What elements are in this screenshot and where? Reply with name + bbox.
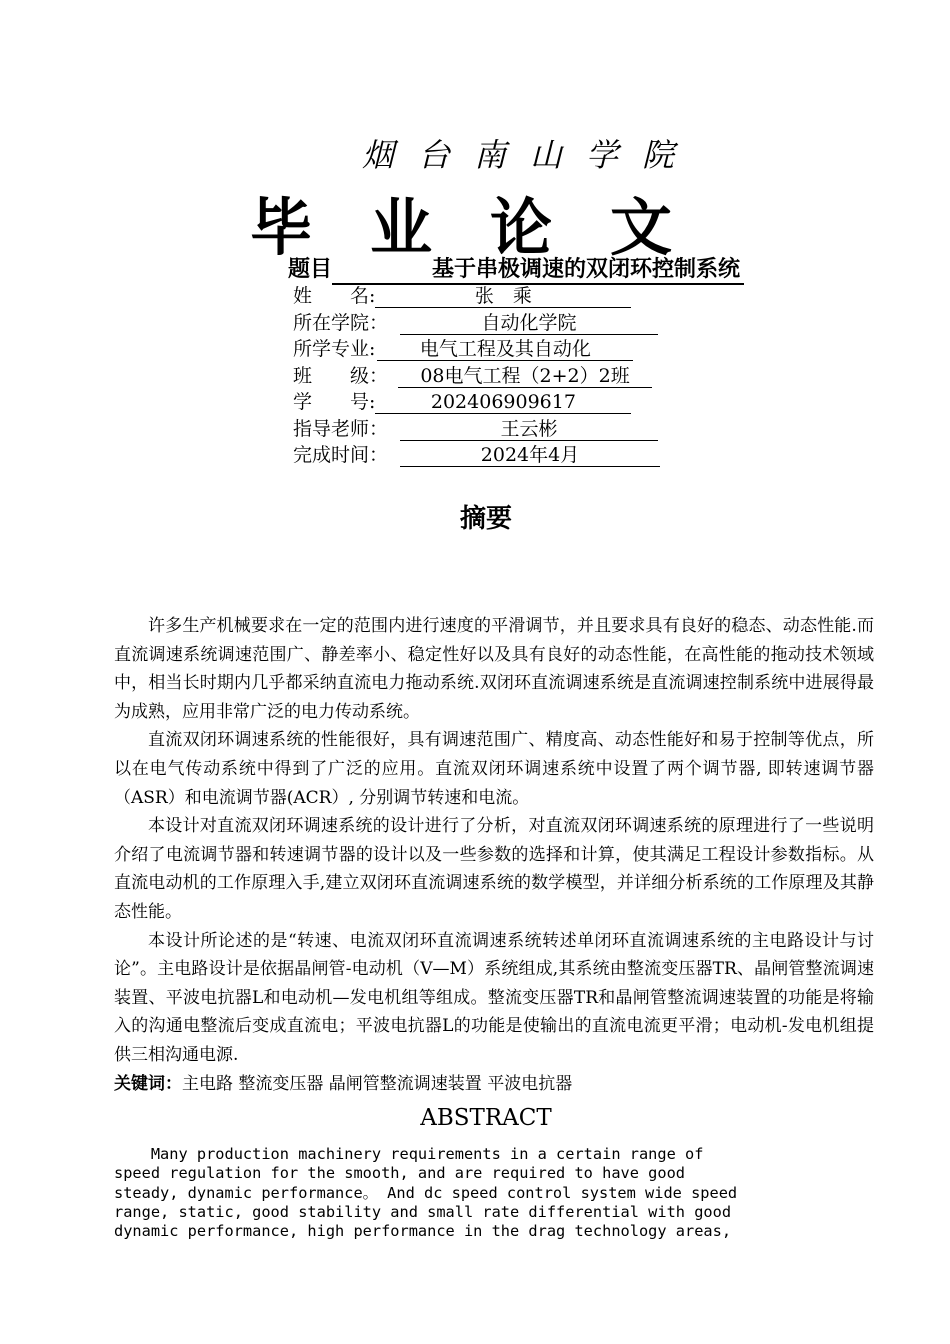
field-label: 完成时间：: [293, 444, 389, 466]
topic-label: 题目: [288, 257, 333, 282]
field-row-class: [293, 363, 660, 390]
document-type-title: 毕业论文: [249, 191, 730, 264]
field-label: 指导老师：: [293, 417, 389, 440]
field-value-major: 电气工程及其自动化: [377, 338, 633, 361]
school-name: 烟台南山学院: [361, 136, 698, 174]
keywords-list: 主电路 整流变压器 晶闸管整流调速装置 平波电抗器: [182, 1073, 573, 1094]
field-label: 所学专业:: [293, 338, 376, 360]
keywords-label: 关键词：: [114, 1073, 182, 1094]
thesis-topic: [288, 252, 744, 285]
field-label: 所在学院：: [293, 311, 389, 334]
abstract-body: [114, 612, 874, 1098]
field-label: 姓 名:: [293, 285, 376, 307]
field-value-college: 自动化学院: [400, 312, 658, 335]
english-abstract-heading: ABSTRACT: [420, 1105, 552, 1131]
keywords-line: [114, 1070, 874, 1099]
cover-info-fields: [293, 283, 660, 469]
field-value-advisor: 王云彬: [400, 418, 658, 441]
field-row-date: [293, 442, 660, 469]
abstract-paragraph: 直流双闭环调速系统的性能很好，具有调速范围广、精度高、动态性能好和易于控制等优点，所以在电气传动系统中得到了广泛的应用。直流双闭环调速系统中设置了两个调节器, 即转速调节器（ASR）和电流调节器(ACR）, 分别调节转速和电流。: [114, 730, 874, 808]
abstract-heading: 摘要: [459, 504, 512, 534]
english-abstract-text: Many production machinery requirements in a certain range of speed regulation for the smooth, and are required to have good steady, dynamic performance。 And dc speed control system wide speed range, static, good stability and small rate differential with good dynamic performance, high performance in the drag technology areas,: [114, 1145, 738, 1241]
field-row-name: [293, 283, 660, 310]
field-row-student-id: [293, 389, 660, 416]
abstract-paragraph: 本设计对直流双闭环调速系统的设计进行了分析，对直流双闭环调速系统的原理进行了一些说明介绍了电流调节器和转速调节器的设计以及一些参数的选择和计算，使其满足工程设计参数指标。从直流电动机的工作原理入手,建立双闭环直流调速系统的数学模型，并详细分析系统的工作原理及其静态性能。: [114, 816, 874, 922]
field-row-college: [293, 310, 660, 337]
field-label: 学 号:: [293, 391, 376, 413]
field-value-date: 2024年4月: [400, 444, 660, 467]
abstract-paragraph: 许多生产机械要求在一定的范围内进行速度的平滑调节，并且要求具有良好的稳态、动态性能.而直流调速系统调速范围广、静差率小、稳定性好以及具有良好的动态性能，在高性能的拖动技术领域中，相当长时期内几乎都采纳直流电力拖动系统.双闭环直流调速系统是直流调速控制系统中进展得最为成熟，应用非常广泛的电力传动系统。: [114, 616, 874, 722]
abstract-paragraph: 本设计所论述的是“转速、电流双闭环直流调速系统转述单闭环直流调速系统的主电路设计与讨论”。主电路设计是依据晶闸管-电动机（V—M）系统组成,其系统由整流变压器TR、晶闸管整流调速装置、平波电抗器L和电动机—发电机组等组成。整流变压器TR和晶闸管整流调速装置的功能是将输入的沟通电整流后变成直流电；平波电抗器L的功能是使输出的直流电流更平滑；电动机-发电机组提供三相沟通电源.: [114, 930, 874, 1065]
field-value-class: 08电气工程（2+2）2班: [398, 365, 652, 388]
field-row-major: [293, 336, 660, 363]
field-value-name: 张 乘: [375, 285, 631, 308]
field-value-student-id: 202406909617: [375, 391, 631, 414]
field-row-advisor: [293, 416, 660, 443]
topic-value: 基于串极调速的双闭环控制系统: [332, 252, 744, 285]
field-label: 班 级：: [293, 364, 389, 387]
